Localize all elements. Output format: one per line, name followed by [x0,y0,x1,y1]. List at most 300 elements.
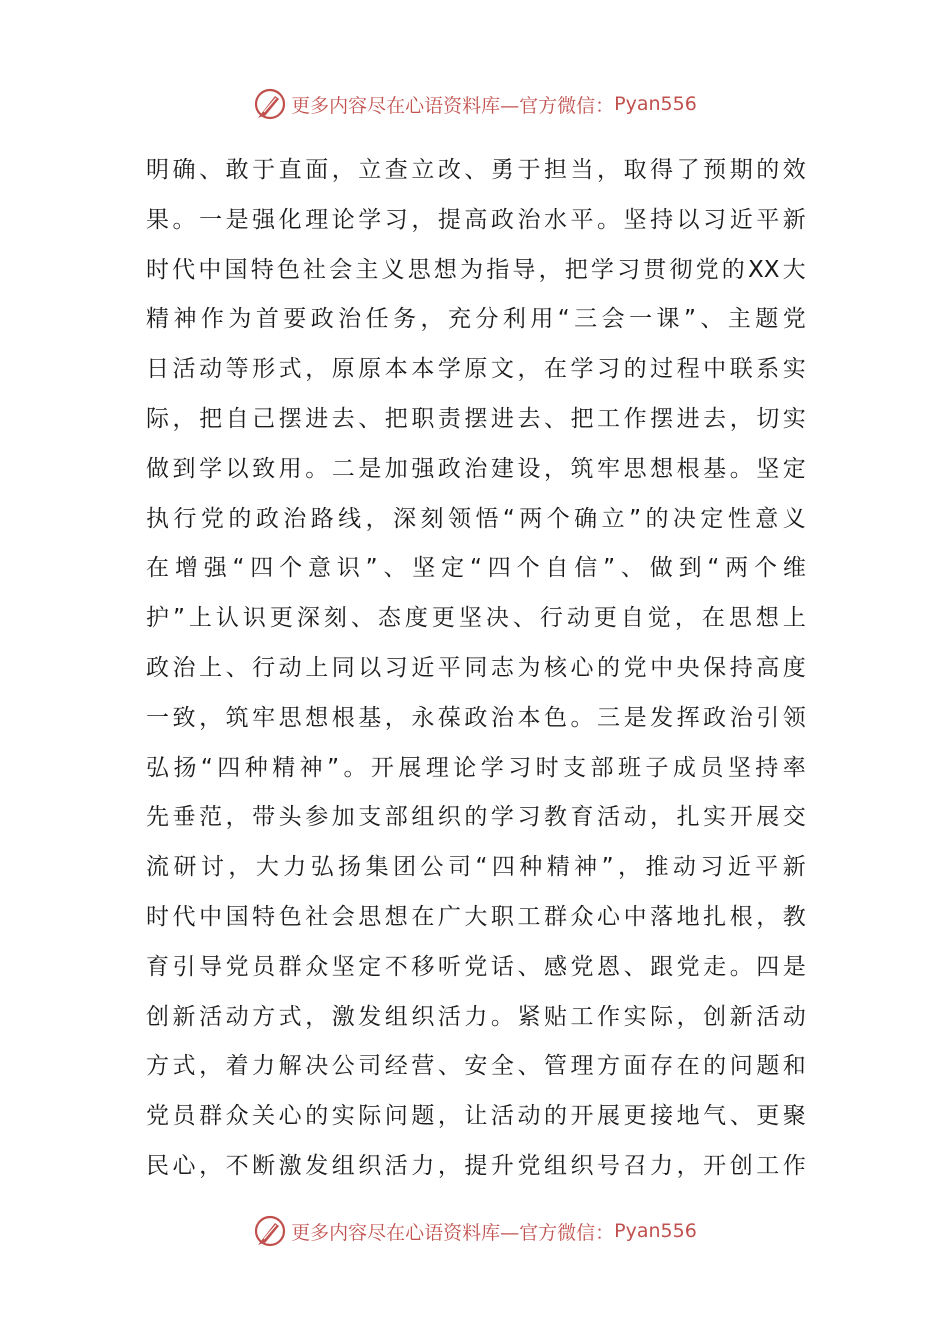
body-glyph: 做 [146,455,169,482]
banner-text: 更多内容尽在心语资料库—官方微信： [291,94,615,117]
body-line [146,395,806,445]
body-glyph: 习 [384,654,408,681]
body-glyph: 的 [756,157,780,183]
body-glyph: 的 [597,654,621,681]
body-glyph: 进 [490,405,514,432]
body-glyph: 深 [393,505,417,532]
body-glyph: ” [327,754,340,781]
body-glyph: 平 [756,206,780,233]
body-glyph: 教 [782,903,806,930]
body-line [146,295,806,345]
body-glyph: 个 [754,555,778,582]
body-glyph: 行 [173,505,197,532]
body-glyph: 定 [700,505,724,532]
body-glyph: 日 [146,356,169,383]
body-glyph: 领 [782,704,806,731]
body-glyph: 种 [244,754,268,781]
body-glyph: 要 [283,306,307,333]
body-glyph: 、 [517,1053,541,1080]
body-glyph: 学 [480,754,504,781]
body-glyph: ， [650,804,674,831]
body-glyph: 织 [437,804,461,831]
body-glyph: 四 [217,754,241,781]
body-glyph: ， [437,1152,461,1179]
body-glyph: 态 [377,605,401,632]
body-glyph: 活 [437,1003,461,1030]
body-glyph: 核 [543,654,567,681]
body-glyph: 党 [517,1152,541,1179]
body-glyph: 。 [729,953,753,980]
body-glyph: 组 [543,1152,567,1179]
body-line [146,793,806,843]
body-glyph: ， [674,605,698,632]
body-glyph: 确 [172,157,196,183]
body-glyph: 更 [593,605,617,632]
body-glyph: 织 [358,1152,382,1179]
body-glyph: 担 [543,157,567,183]
body-glyph: 发 [305,1152,329,1179]
body-glyph: 政 [310,306,334,333]
body-glyph: 国 [224,256,248,283]
body-glyph: 是 [623,704,647,731]
body-glyph: 安 [464,1053,488,1080]
body-glyph: 筑 [570,455,594,482]
body-glyph: 原 [331,356,355,383]
body-glyph: 心 [278,1103,302,1130]
body-glyph: 党 [200,505,224,532]
body-glyph: 、 [517,953,541,980]
body-glyph: 、 [225,654,249,681]
body-glyph: 提 [464,1152,488,1179]
body-glyph: ， [543,455,567,482]
body-glyph: 近 [411,654,435,681]
body-line [146,345,806,395]
body-glyph: 主 [355,256,379,283]
body-glyph: ， [729,405,753,432]
body-glyph: 中 [623,903,647,930]
body-glyph: 一 [199,206,223,233]
body-glyph: 中 [199,903,223,930]
body-glyph: 扬 [338,854,362,881]
body-glyph: 创 [729,1152,753,1179]
body-glyph: 联 [729,356,753,383]
body-glyph: 国 [225,903,249,930]
body-glyph: XX [747,256,780,283]
body-glyph: 力 [464,1003,488,1030]
body-glyph: 时 [535,754,559,781]
body-glyph: 开 [729,804,753,831]
banner-handle: Pyan556 [614,1220,697,1242]
body-glyph: 先 [146,804,169,831]
body-glyph: 志 [490,654,514,681]
body-glyph: 作 [200,306,224,333]
body-glyph: 强 [411,455,435,482]
body-glyph: 于 [517,157,541,183]
body-glyph: 意 [307,555,331,582]
body-glyph: 社 [305,903,329,930]
body-glyph: 。 [570,704,594,731]
body-glyph: “ [707,555,720,582]
body-glyph: 决 [305,1053,329,1080]
body-glyph: 党 [695,256,719,283]
body-glyph: 活 [384,1152,408,1179]
body-line [146,893,806,943]
body-glyph: 动 [566,605,590,632]
body-line [146,445,806,495]
body-glyph: 四 [487,555,511,582]
body-glyph: 率 [782,754,806,781]
body-glyph: 彻 [669,256,693,283]
body-glyph: 动 [278,654,302,681]
body-glyph: 部 [384,804,408,831]
body-glyph: 、 [512,605,536,632]
body-glyph: ” [173,605,185,632]
body-glyph: 根 [729,903,753,930]
body-glyph: ” [603,555,616,582]
body-glyph: 员 [700,754,724,781]
body-glyph: 式 [278,356,302,383]
body-glyph: 神 [299,754,323,781]
body-line [146,943,806,993]
body-glyph: 接 [650,1103,674,1130]
body-glyph: 在 [676,1053,700,1080]
body-glyph: 大 [255,854,279,881]
body-glyph: 中 [703,356,727,383]
body-glyph: 坚 [727,754,751,781]
body-glyph: 主 [727,306,751,333]
body-glyph: 、 [358,405,382,432]
body-glyph: 原 [358,356,382,383]
body-glyph: 高 [464,206,488,233]
body-line [146,146,806,196]
body-glyph: 形 [252,356,276,383]
body-glyph: 行 [252,654,276,681]
body-glyph: 走 [703,953,727,980]
body-glyph: 的 [645,505,669,532]
body-glyph: 特 [252,903,276,930]
body-glyph: 精 [546,854,570,881]
body-glyph: 、 [350,605,374,632]
body-glyph: 展 [398,754,422,781]
body-glyph: ， [199,704,223,731]
body-glyph: ， [331,157,355,183]
body-glyph: 于 [252,157,276,183]
body-glyph: 。 [172,206,196,233]
body-glyph: 群 [278,953,302,980]
body-glyph: 利 [502,306,526,333]
body-glyph: 。 [729,455,753,482]
body-glyph: 动 [517,1103,541,1130]
body-glyph: 务 [393,306,417,333]
body-glyph: 地 [676,1103,700,1130]
body-glyph: 创 [703,1003,727,1030]
body-glyph: 明 [146,157,169,183]
body-line [146,744,806,794]
body-glyph: 更 [269,605,293,632]
body-glyph: 跟 [650,953,674,980]
body-line [146,544,806,594]
body-glyph: 强 [203,555,227,582]
body-glyph: 的 [703,1053,727,1080]
body-glyph: 路 [310,505,334,532]
body-glyph: 定 [441,555,465,582]
body-glyph: 立 [358,157,382,183]
body-glyph: 确 [574,505,598,532]
body-glyph: 为 [517,654,541,681]
body-glyph: 想 [650,455,674,482]
body-glyph: 际 [146,405,169,432]
body-glyph: 牢 [252,704,276,731]
body-glyph: 敢 [225,157,249,183]
body-glyph: 织 [570,1152,594,1179]
body-glyph: 持 [650,206,674,233]
body-glyph: 贯 [643,256,667,283]
body-glyph: 员 [172,1103,196,1130]
body-glyph: 推 [645,854,669,881]
body-glyph: 论 [453,754,477,781]
body-glyph: 近 [729,206,753,233]
body-glyph: 持 [755,754,779,781]
body-glyph: 题 [411,1103,435,1130]
body-glyph: 提 [437,206,461,233]
body-glyph: 让 [464,1103,488,1130]
body-glyph: 在 [543,356,567,383]
body-glyph: 带 [252,804,276,831]
body-glyph: 动 [672,854,696,881]
body-glyph: 大 [782,256,806,283]
body-glyph: 思 [358,903,382,930]
body-glyph: ， [305,1003,329,1030]
body-glyph: 司 [358,1053,382,1080]
body-glyph: 、 [464,157,488,183]
body-glyph: 职 [490,903,514,930]
body-glyph: 行 [539,605,563,632]
body-glyph: 问 [384,1103,408,1130]
body-glyph: 一 [629,306,653,333]
body-glyph: ， [172,405,196,432]
body-glyph: 会 [601,306,625,333]
body-glyph: 学 [590,256,614,283]
body-glyph: 任 [365,306,389,333]
body-glyph: 政 [464,704,488,731]
body-glyph: 地 [676,903,700,930]
body-line [146,246,806,296]
body-glyph: 实 [623,1003,647,1030]
body-glyph: 力 [650,1152,674,1179]
body-glyph: 是 [782,953,806,980]
pen-nib-circle-icon [253,87,287,121]
body-line [146,196,806,246]
body-line [146,843,806,893]
body-glyph: 紧 [517,1003,541,1030]
body-glyph: 果 [146,206,169,233]
body-line [146,1042,806,1092]
body-line [146,1142,806,1192]
body-glyph: 悟 [475,505,499,532]
body-glyph: 活 [199,1003,223,1030]
body-glyph: ， [538,256,562,283]
body-glyph: 、 [437,1053,461,1080]
body-glyph: 员 [252,953,276,980]
body-glyph: 新 [782,854,806,881]
body-glyph: 。 [305,455,329,482]
body-glyph: 组 [411,804,435,831]
body-glyph: ， [517,356,541,383]
body-glyph: 把 [564,256,588,283]
body-glyph: 认 [215,605,239,632]
body-glyph: 个 [279,555,303,582]
body-glyph: 到 [172,455,196,482]
body-glyph: 职 [411,405,435,432]
body-glyph: 展 [597,1103,621,1130]
body-glyph: 以 [676,206,700,233]
body-glyph: 首 [255,306,279,333]
body-glyph: 扎 [703,903,727,930]
body-glyph: 引 [172,953,196,980]
body-glyph: 本 [517,704,541,731]
body-glyph: 动 [782,1003,806,1030]
body-glyph: 增 [174,555,198,582]
body-glyph: 理 [305,206,329,233]
body-glyph: ， [384,704,408,731]
body-glyph: 信 [574,555,598,582]
body-glyph: 觉 [647,605,671,632]
body-glyph: 高 [756,654,780,681]
body-glyph: 题 [756,1053,780,1080]
body-glyph: 交 [782,804,806,831]
body-glyph: 教 [543,804,567,831]
body-glyph: 习 [703,206,727,233]
body-glyph: 思 [278,704,302,731]
body-glyph: 织 [411,1003,435,1030]
body-glyph: 存 [650,1053,674,1080]
body-glyph: 学 [199,455,223,482]
body-glyph: 聚 [782,1103,806,1130]
body-glyph: 、 [543,405,567,432]
body-glyph: 把 [199,405,223,432]
body-glyph: 习 [700,854,724,881]
body-glyph: 题 [755,306,779,333]
body-glyph: 平 [437,654,461,681]
pen-nib-circle-icon [253,1214,287,1248]
body-glyph: 己 [252,405,276,432]
body-glyph: 用 [278,455,302,482]
body-glyph: ， [225,804,249,831]
body-glyph: 、 [383,555,407,582]
body-line [146,694,806,744]
body-glyph: 充 [447,306,471,333]
body-glyph: 想 [755,605,779,632]
body-glyph: 党 [676,953,700,980]
body-glyph: 上 [782,605,806,632]
body-glyph: 文 [490,356,514,383]
body-glyph: 摆 [464,405,488,432]
body-glyph: 作 [782,1152,806,1179]
body-glyph: 激 [331,1003,355,1030]
body-glyph: 、 [620,555,644,582]
body-glyph: 学 [490,804,514,831]
body-glyph: 激 [278,1152,302,1179]
body-glyph: ” [365,555,378,582]
body-glyph: 的 [721,256,745,283]
body-glyph: 治 [338,306,362,333]
body-glyph: 新 [782,206,806,233]
body-glyph: 面 [305,157,329,183]
body-glyph: 定 [358,953,382,980]
body-glyph: “ [200,754,213,781]
body-line [146,1092,806,1142]
body-glyph: 治 [729,704,753,731]
body-glyph: 作 [597,1003,621,1030]
body-glyph: 葆 [437,704,461,731]
body-glyph: 发 [650,704,674,731]
body-glyph: 挥 [676,704,700,731]
body-glyph: 本 [384,356,408,383]
body-glyph: 司 [447,854,471,881]
body-glyph: 习 [508,754,532,781]
body-glyph: ， [618,854,641,881]
body-glyph: 众 [305,953,329,980]
body-glyph: 工 [570,1003,594,1030]
body-glyph: 四 [491,854,515,881]
body-glyph: 会 [329,256,353,283]
body-glyph: 工 [597,405,621,432]
body-glyph: 工 [756,1152,780,1179]
body-glyph: 力 [411,1152,435,1179]
body-line [146,594,806,644]
body-glyph: 弘 [310,854,334,881]
body-glyph: 发 [358,1003,382,1030]
body-glyph: 实 [782,356,806,383]
body-glyph: 活 [756,1003,780,1030]
body-glyph: 治 [490,704,514,731]
body-glyph: 意 [755,505,779,532]
body-glyph: 两 [519,505,543,532]
body-glyph: 摆 [278,405,302,432]
body-glyph: 指 [486,256,510,283]
body-glyph: ” [683,306,696,333]
body-glyph: 活 [172,356,196,383]
body-glyph: 了 [676,157,700,183]
body-glyph: 研 [173,854,197,881]
body-glyph: 色 [543,704,567,731]
body-glyph: 用 [530,306,554,333]
body-glyph: 四 [250,555,274,582]
body-glyph: 不 [384,953,408,980]
body-glyph: 更 [431,605,455,632]
body-glyph: 式 [278,1003,302,1030]
body-glyph: 预 [703,157,727,183]
body-glyph: 强 [252,206,276,233]
body-glyph: 、 [623,953,647,980]
body-glyph: 以 [225,455,249,482]
body-glyph: 面 [623,1053,647,1080]
body-glyph: 部 [590,754,614,781]
body-glyph: 特 [250,256,274,283]
body-glyph: 、 [199,157,223,183]
body-glyph: 义 [782,505,806,532]
body-glyph: 方 [252,1003,276,1030]
body-glyph: 领 [447,505,471,532]
body-glyph: 广 [437,903,461,930]
body-glyph: 习 [517,804,541,831]
body-glyph: 精 [272,754,296,781]
body-glyph: 际 [358,1103,382,1130]
body-glyph: 活 [490,1103,514,1130]
body-glyph: 管 [543,1053,567,1080]
body-line [146,495,806,545]
body-glyph: 平 [755,854,779,881]
